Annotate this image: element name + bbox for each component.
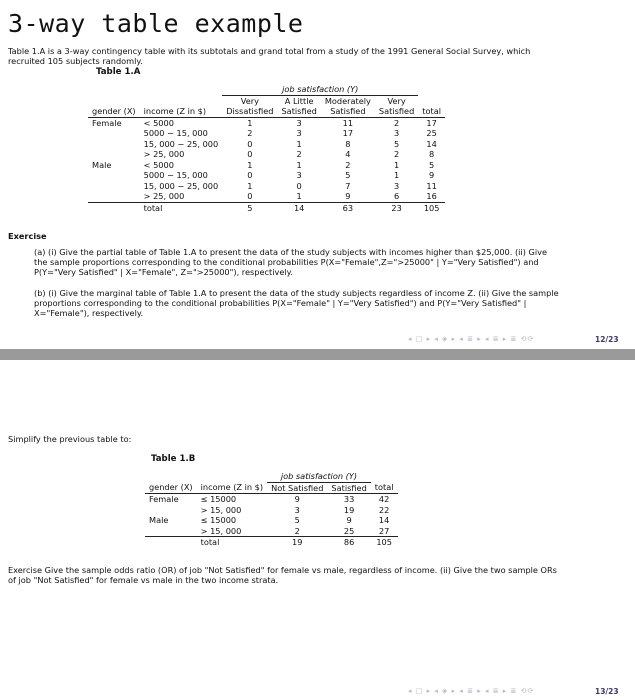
- slide-13: [0, 360, 635, 700]
- cell-value: 22: [378, 504, 390, 515]
- cell-value: 3: [296, 170, 302, 180]
- exercise-b-line3: X="Female"), respectively.: [34, 308, 144, 318]
- table-row: [88, 181, 445, 192]
- total-b-grand: 105: [371, 537, 398, 548]
- simplify-text: Simplify the previous table to:: [8, 434, 132, 444]
- slide-12: [0, 0, 635, 349]
- col-top-0: Very: [240, 95, 259, 106]
- row-income: < 5000: [143, 159, 174, 170]
- beamer-nav-icons[interactable]: ◂ □ ▸ ◂ ◈ ▸ ◂ ≣ ▸ ◂ ≣ ▸ ≣ ⟲⟳: [408, 335, 535, 343]
- total-label: total: [140, 202, 223, 213]
- col-top-1: A Little: [284, 95, 314, 106]
- row-head-gender: gender (X): [88, 106, 140, 117]
- cell-value: 0: [247, 170, 253, 180]
- cell-value: 2: [247, 128, 253, 138]
- col-label-3: Satisfied: [375, 106, 418, 117]
- cell-value: 0: [247, 149, 253, 159]
- row-head-gender-b: gender (X): [145, 482, 197, 494]
- total-1: 14: [277, 202, 320, 213]
- row-gender: [88, 139, 140, 150]
- table-row: [145, 505, 398, 516]
- cell-value: 1: [296, 138, 302, 149]
- row-income: > 25, 000: [143, 149, 185, 159]
- col-top-3: Very: [387, 95, 406, 106]
- cell-value: 25: [426, 128, 437, 138]
- total-2: 63: [321, 202, 375, 213]
- cell-value: 0: [247, 138, 253, 149]
- cell-value: 2: [294, 525, 300, 536]
- cell-value: 1: [247, 159, 253, 170]
- total-b-0: 19: [267, 537, 327, 548]
- table-row: [88, 117, 445, 128]
- cell-value: 11: [342, 117, 354, 128]
- cell-value: 19: [343, 504, 355, 515]
- intro-text-line2: recruited 105 subjects randomly.: [8, 56, 143, 66]
- row-gender: [145, 505, 197, 516]
- exercise-b-line1: (b) (i) Give the marginal table of Table 1.A to present the data of the study subjects regardless of income Z. (ii) Give the sample: [34, 288, 559, 298]
- cell-value: 16: [426, 191, 437, 201]
- col-label-b-total: total: [371, 482, 398, 494]
- row-gender: [88, 170, 140, 181]
- cell-value: 9: [345, 191, 351, 201]
- cell-value: 4: [345, 149, 351, 159]
- row-income: > 15, 000: [200, 525, 242, 536]
- table-1b: [145, 471, 398, 548]
- table-row: [88, 139, 445, 150]
- row-gender: Male: [92, 159, 112, 170]
- table-1a: [88, 84, 445, 213]
- intro-text-line1: Table 1.A is a 3-way contingency table with its subtotals and grand total from a study of the 1991 General Social Survey, which: [8, 46, 531, 56]
- cell-value: 5: [393, 138, 400, 149]
- cell-value: 9: [294, 494, 300, 504]
- col-top-2: Moderately: [324, 95, 371, 106]
- row-income: 15, 000 − 25, 000: [143, 138, 219, 149]
- exercise-a-line1: (a) (i) Give the partial table of Table 1.A to present the data of the study subjects with incomes higher than $25,000. (ii) Give: [34, 247, 548, 257]
- cell-value: 3: [393, 180, 400, 191]
- col-label-b-1: Satisfied: [327, 482, 370, 494]
- cell-value: 27: [378, 525, 390, 536]
- cell-value: 0: [247, 191, 253, 201]
- col-label-b-0: Not Satisfied: [267, 482, 327, 494]
- beamer-nav-icons-2[interactable]: ◂ □ ▸ ◂ ◈ ▸ ◂ ≣ ▸ ◂ ≣ ▸ ≣ ⟲⟳: [408, 687, 535, 695]
- exercise-b-line2: proportions corresponding to the conditional probabilities P(X="Female" | Y="Very Satisfied") and P(Y="Very Satisfied" |: [34, 298, 527, 308]
- group-header: job satisfaction (Y): [222, 84, 418, 95]
- row-income: ≤ 15000: [200, 494, 237, 504]
- cell-value: 2: [393, 117, 400, 128]
- cell-value: 1: [296, 159, 302, 170]
- row-gender: [88, 191, 140, 202]
- cell-value: 2: [345, 159, 351, 170]
- total-label-b: total: [197, 537, 267, 548]
- cell-value: 17: [342, 128, 354, 138]
- cell-value: 9: [346, 515, 352, 525]
- cell-value: 33: [343, 494, 355, 504]
- exercise-a-line3: P(Y="Very Satisfied" | X="Female", Z=">25000"), respectively.: [34, 267, 293, 277]
- cell-value: 0: [296, 180, 302, 191]
- col-label-0: Dissatisfied: [222, 106, 277, 117]
- cell-value: 14: [378, 515, 390, 525]
- cell-value: 11: [426, 180, 437, 191]
- row-income: > 25, 000: [143, 191, 185, 201]
- row-income: ≤ 15000: [200, 515, 237, 525]
- cell-value: 2: [393, 149, 400, 159]
- col-label-total: total: [418, 106, 445, 117]
- page-number-2: 13/23: [595, 687, 619, 696]
- exercise-b-text-line2: of job "Not Satisfied" for female vs male in the two income strata.: [8, 575, 279, 585]
- row-gender: [88, 149, 140, 160]
- exercise-heading: Exercise: [8, 231, 47, 241]
- cell-value: 1: [247, 117, 253, 128]
- row-gender: [88, 181, 140, 192]
- row-gender: [88, 128, 140, 139]
- page-number: 12/23: [595, 335, 619, 344]
- table-row: [145, 494, 398, 505]
- exercise-a-line2: the sample proportions corresponding to the conditional probabilities P(X="Female",Z=">25000" | Y="Very Satisfied") and: [34, 257, 539, 267]
- row-income: > 15, 000: [200, 504, 242, 515]
- table-1b-caption: Table 1.B: [151, 454, 196, 464]
- cell-value: 1: [247, 180, 253, 191]
- group-header-b: job satisfaction (Y): [267, 471, 371, 482]
- row-head-income-b: income (Z in $): [197, 482, 267, 494]
- table-row: [145, 526, 398, 537]
- table-row: [88, 149, 445, 160]
- row-gender: [145, 526, 197, 537]
- cell-value: 1: [393, 159, 400, 170]
- cell-value: 8: [429, 149, 435, 159]
- cell-value: 17: [426, 117, 437, 128]
- cell-value: 5: [345, 170, 351, 180]
- row-gender: Male: [149, 515, 169, 525]
- row-gender: Female: [149, 494, 179, 504]
- cell-value: 3: [294, 504, 300, 515]
- row-income: < 5000: [143, 117, 174, 128]
- slide-separator: [0, 349, 635, 360]
- table-row: [88, 170, 445, 181]
- row-income: 15, 000 − 25, 000: [143, 180, 219, 191]
- cell-value: 1: [393, 170, 400, 180]
- row-income: 5000 − 15, 000: [143, 170, 208, 180]
- cell-value: 1: [296, 191, 302, 201]
- cell-value: 3: [393, 128, 400, 138]
- total-3: 23: [375, 202, 418, 213]
- cell-value: 8: [345, 138, 351, 149]
- slide-title: 3-way table example: [8, 9, 304, 38]
- total-0: 5: [222, 202, 277, 213]
- table-row: [145, 515, 398, 526]
- row-gender: Female: [92, 117, 122, 128]
- row-head-income: income (Z in $): [140, 106, 223, 117]
- total-grand: 105: [418, 202, 445, 213]
- cell-value: 7: [345, 180, 351, 191]
- cell-value: 6: [393, 191, 400, 201]
- table-1a-caption: Table 1.A: [96, 67, 141, 77]
- table-row: [88, 160, 445, 171]
- cell-value: 14: [426, 138, 437, 149]
- cell-value: 5: [294, 515, 300, 525]
- total-b-1: 86: [327, 537, 370, 548]
- table-row: [88, 128, 445, 139]
- cell-value: 2: [296, 149, 302, 159]
- cell-value: 3: [296, 128, 302, 138]
- table-row: [88, 191, 445, 202]
- row-income: 5000 − 15, 000: [143, 128, 208, 138]
- exercise-b-text-line1: Exercise Give the sample odds ratio (OR) of job "Not Satisfied" for female vs male, regardless of income. (ii) Give the two sample ORs: [8, 565, 557, 575]
- cell-value: 5: [429, 159, 435, 170]
- cell-value: 3: [296, 117, 302, 128]
- cell-value: 9: [429, 170, 435, 180]
- col-label-1: Satisfied: [277, 106, 320, 117]
- col-label-2: Satisfied: [321, 106, 375, 117]
- cell-value: 25: [343, 525, 355, 536]
- cell-value: 42: [378, 494, 390, 504]
